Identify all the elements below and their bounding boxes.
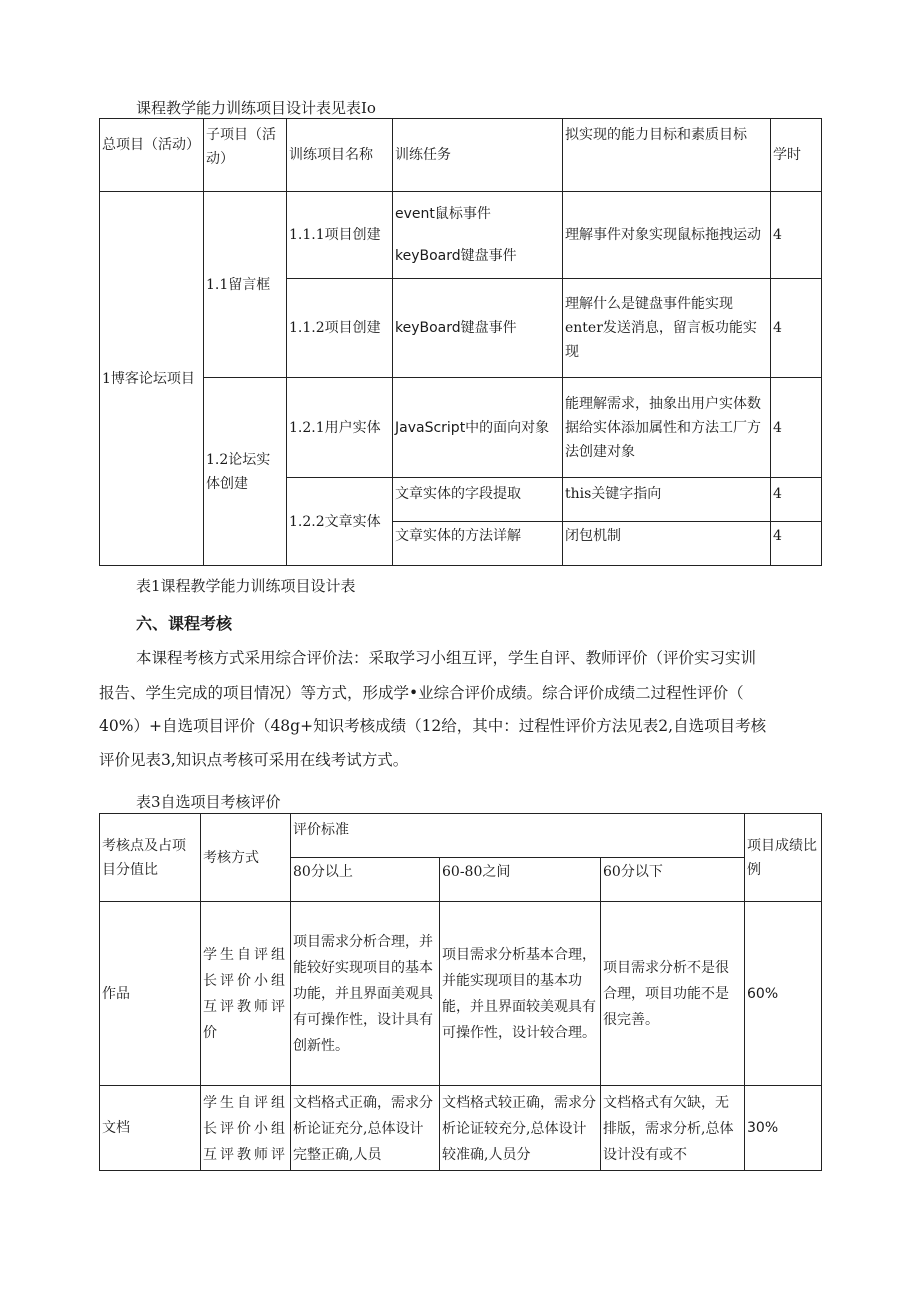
- t3-between: 文档格式较正确，需求分析论证较充分,总体设计较准确,人员分: [440, 1086, 601, 1171]
- t1-goal: 能理解需求，抽象出用户实体数据给实体添加属性和方法工厂方法创建对象: [563, 378, 771, 478]
- section6-para-line: 40%）+自选项目评价（48g+知识考核成绩（12给，其中：过程性评价方法见表2,自选项目考核: [99, 717, 767, 735]
- t1-sub1-name: 1.1留言框: [204, 192, 287, 378]
- table1: [99, 118, 822, 566]
- section6-heading: 六、课程考核: [136, 614, 233, 633]
- t3-above80: 文档格式正确，需求分析论证充分,总体设计完整正确,人员: [291, 1086, 440, 1171]
- table1-caption-above: 课程教学能力训练项目设计表见表Io: [136, 99, 376, 117]
- t3-point: 文档: [100, 1086, 201, 1171]
- table3: [99, 813, 822, 1171]
- t3-below60: 项目需求分析不是很合理，项目功能不是很完善。: [601, 902, 745, 1086]
- t3-ratio: 60%: [745, 902, 822, 1086]
- t3-method: 学生自评组长评价小组互评教师评价: [201, 902, 291, 1086]
- t1-goal: 闭包机制: [563, 522, 771, 566]
- section6-para-line: 本课程考核方式采用综合评价法：采取学习小组互评，学生自评、教师评价（评价实习实训: [136, 649, 757, 667]
- t1-hours: 4: [771, 478, 822, 522]
- t1-header-goal: 拟实现的能力目标和素质目标: [563, 119, 771, 192]
- section6-para-line: 评价见表3,知识点考核可采用在线考试方式。: [99, 751, 409, 769]
- t1-main-project: 1博客论坛项目: [100, 192, 204, 566]
- t1-header-task: 训练任务: [393, 119, 563, 192]
- t1-item: 1.1.2项目创建: [287, 279, 393, 378]
- table3-caption: 表3自选项目考核评价: [136, 793, 281, 811]
- t1-task-cell: [393, 192, 563, 279]
- t3-header-point: 考核点及占项目分值比: [100, 814, 201, 902]
- t3-header-ratio: 项目成绩比例: [745, 814, 822, 902]
- t1-task: event鼠标事件: [395, 206, 491, 222]
- t1-hours: 4: [771, 378, 822, 478]
- t1-task: JavaScript中的面向对象: [393, 378, 563, 478]
- t1-hours: 4: [771, 522, 822, 566]
- t1-sub2-name: 1.2论坛实体创建: [204, 378, 287, 566]
- t3-ratio: 30%: [745, 1086, 822, 1171]
- t3-header-criteria: 评价标准: [291, 814, 745, 858]
- t1-header-hours: 学时: [771, 119, 822, 192]
- t1-task: keyBoard键盘事件: [395, 248, 517, 264]
- t3-above80: 项目需求分析合理，并能较好实现项目的基本功能，并且界面美观具有可操作性，设计具有创新性。: [291, 902, 440, 1086]
- t3-method: 学生自评组长评价小组互评教师评: [201, 1086, 291, 1171]
- t1-item: 1.2.2文章实体: [287, 478, 393, 566]
- t1-hours: 4: [771, 279, 822, 378]
- t3-between: 项目需求分析基本合理，并能实现项目的基本功能，并且界面较美观具有可操作性，设计较合理。: [440, 902, 601, 1086]
- t3-level-label: 60-80之间: [440, 858, 601, 902]
- t1-hours: 4: [771, 192, 822, 279]
- t1-header-main: 总项目（活动）: [100, 119, 204, 192]
- t1-header-item: 训练项目名称: [287, 119, 393, 192]
- t1-task: keyBoard键盘事件: [393, 279, 563, 378]
- section6-para-line: 报告、学生完成的项目情况）等方式，形成学•业综合评价成绩。综合评价成绩二过程性评价（: [99, 684, 744, 702]
- t1-item: 1.1.1项目创建: [287, 192, 393, 279]
- t1-goal: this关键字指向: [563, 478, 771, 522]
- t1-task: 文章实体的方法详解: [393, 522, 563, 566]
- t1-header-sub: 子项目（活动）: [204, 119, 287, 192]
- t3-level-label: 60分以下: [601, 858, 745, 902]
- t3-header-method: 考核方式: [201, 814, 291, 902]
- t1-goal: 理解什么是键盘事件能实现enter发送消息，留言板功能实现: [563, 279, 771, 378]
- t3-below60: 文档格式有欠缺，无排版，需求分析,总体设计没有或不: [601, 1086, 745, 1171]
- table1-caption-below: 表1课程教学能力训练项目设计表: [136, 577, 356, 595]
- t1-task: 文章实体的字段提取: [393, 478, 563, 522]
- t3-level-label: 80分以上: [291, 858, 440, 902]
- t3-point: 作品: [100, 902, 201, 1086]
- t1-item: 1.2.1用户实体: [287, 378, 393, 478]
- t1-goal: 理解事件对象实现鼠标拖拽运动: [563, 192, 771, 279]
